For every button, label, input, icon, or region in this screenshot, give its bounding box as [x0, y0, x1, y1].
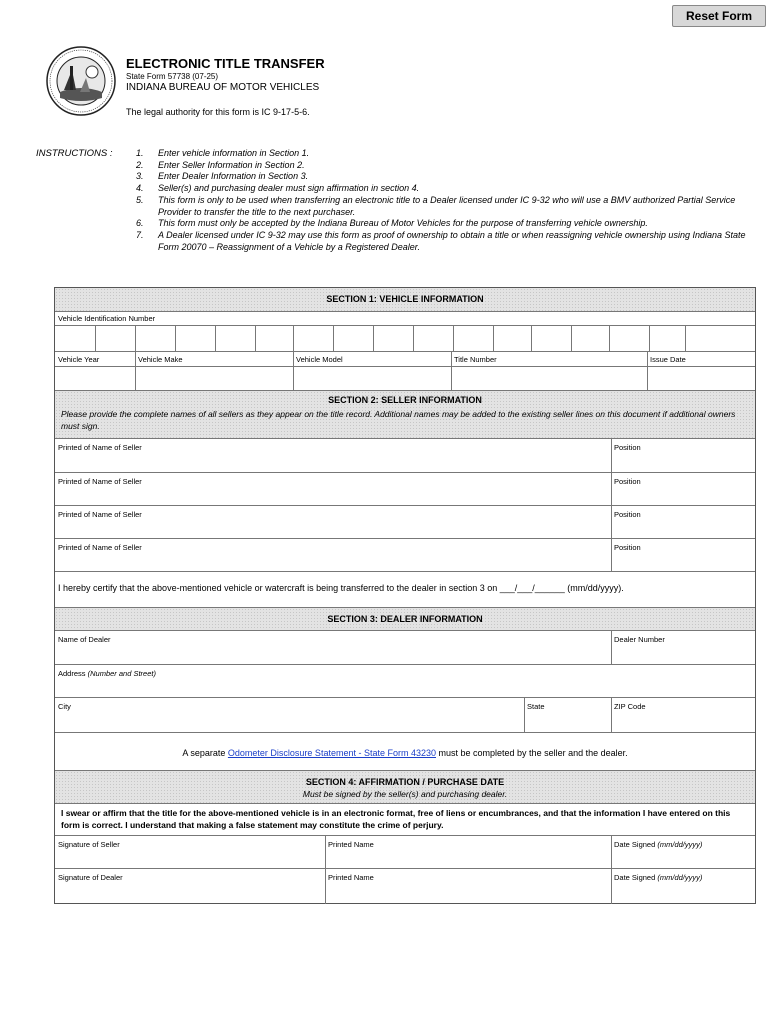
- section2-note: Please provide the complete names of all sellers as they appear on the title record. Additional names may be added to the existing seller lines on this document if additional owners must sign.: [61, 409, 736, 431]
- dealer-name-row: [55, 630, 755, 664]
- instruction-item: [136, 230, 746, 253]
- vin-divider: [649, 326, 650, 352]
- section4-header: [55, 770, 755, 803]
- dealer-date-signed-label: [614, 873, 702, 882]
- dealer-printed-name-label: Printed Name: [328, 873, 374, 882]
- seller-date-signed-label: [614, 840, 702, 849]
- vin-divider: [373, 326, 374, 352]
- odometer-disclosure-link[interactable]: Odometer Disclosure Statement - State Form 43230: [227, 748, 436, 758]
- state-seal-logo: [46, 46, 116, 116]
- divider: [135, 352, 136, 391]
- instruction-item: [136, 218, 746, 230]
- instruction-item: [136, 183, 746, 195]
- vin-boxes: [55, 325, 755, 351]
- seller-row: [55, 538, 755, 571]
- legal-authority: The legal authority for this form is IC 9-17-5-6.: [126, 107, 310, 117]
- instruction-item: [136, 160, 746, 172]
- instructions-label: INSTRUCTIONS :: [36, 148, 113, 159]
- instruction-number: 4.: [136, 183, 144, 194]
- form-number: State Form 57738 (07-25): [126, 72, 219, 81]
- seller-row: [55, 472, 755, 505]
- section2-header: [55, 390, 755, 438]
- instruction-number: 5.: [136, 194, 144, 205]
- dealer-signature-label: Signature of Dealer: [58, 873, 123, 882]
- divider: [611, 506, 612, 539]
- vin-divider: [175, 326, 176, 352]
- vin-divider: [493, 326, 494, 352]
- date-signed-text: Date Signed: [614, 840, 656, 849]
- divider: [647, 352, 648, 391]
- section1-header: SECTION 1: VEHICLE INFORMATION: [55, 288, 755, 311]
- dealer-name-label: Name of Dealer: [58, 635, 111, 644]
- seller-printed-name-label: Printed Name: [328, 840, 374, 849]
- divider: [611, 473, 612, 506]
- instruction-text: This form must only be accepted by the Indiana Bureau of Motor Vehicles for the purpose of transferring vehicle ownership.: [158, 218, 648, 229]
- instruction-number: 1.: [136, 148, 144, 158]
- dealer-number-label: Dealer Number: [614, 635, 665, 644]
- instruction-text: This form is only to be used when transferring an electronic title to a Dealer licensed under IC 9-32 who will use a BMV authorized Partial Service Provider to transfer the title to the next purchaser.: [158, 194, 736, 217]
- title-number-label: Title Number: [454, 355, 497, 364]
- seller-name-label: Printed of Name of Seller: [58, 443, 142, 452]
- instruction-text: Enter Dealer Information in Section 3.: [158, 171, 309, 182]
- zip-code-label: ZIP Code: [614, 702, 646, 711]
- affirmation-text: I swear or affirm that the title for the above-mentioned vehicle is in an electronic format, free of liens or encumbrances, and that the information I have entered on this form is correct. I understand that making a false statement may constitute the crime of perjury.: [61, 808, 731, 830]
- seller-position-label: Position: [614, 477, 641, 486]
- agency-name: INDIANA BUREAU OF MOTOR VEHICLES: [126, 82, 320, 93]
- section2-title: SECTION 2: SELLER INFORMATION: [328, 395, 482, 405]
- vin-divider: [453, 326, 454, 352]
- vin-divider: [609, 326, 610, 352]
- instructions-list: [136, 148, 746, 253]
- vin-divider: [215, 326, 216, 352]
- vehicle-model-label: Vehicle Model: [296, 355, 343, 364]
- vin-divider: [135, 326, 136, 352]
- odometer-notice-pre: A separate: [182, 748, 226, 758]
- affirmation-row: [55, 803, 755, 835]
- transfer-certification: I hereby certify that the above-mentioned vehicle or watercraft is being transferred to the dealer in section 3 on ___/___/______ (mm/dd/yyyy).: [58, 583, 624, 593]
- issue-date-label: Issue Date: [650, 355, 686, 364]
- vin-divider: [685, 326, 686, 352]
- instruction-text: Enter vehicle information in Section 1.: [158, 148, 310, 158]
- divider: [611, 869, 612, 904]
- seller-name-label: Printed of Name of Seller: [58, 543, 142, 552]
- certify-row: [55, 571, 755, 607]
- odometer-notice-row: [55, 732, 755, 770]
- dealer-city-row: [55, 697, 755, 732]
- divider: [325, 836, 326, 869]
- seller-signature-label: Signature of Seller: [58, 840, 120, 849]
- form-title: ELECTRONIC TITLE TRANSFER: [126, 56, 325, 71]
- odometer-notice: [55, 733, 755, 758]
- date-signed-text: Date Signed: [614, 873, 656, 882]
- vin-divider: [255, 326, 256, 352]
- seller-name-label: Printed of Name of Seller: [58, 477, 142, 486]
- section4-subtitle: Must be signed by the seller(s) and purchasing dealer.: [302, 789, 508, 799]
- vin-divider: [293, 326, 294, 352]
- divider: [611, 698, 612, 733]
- odometer-notice-post: must be completed by the seller and the dealer.: [438, 748, 628, 758]
- state-label: State: [527, 702, 545, 711]
- instruction-text: Enter Seller Information in Section 2.: [158, 159, 305, 170]
- seller-name-label: Printed of Name of Seller: [58, 510, 142, 519]
- vin-label-row: [55, 311, 755, 325]
- section3-header: SECTION 3: DEALER INFORMATION: [55, 607, 755, 630]
- vin-divider: [531, 326, 532, 352]
- address-hint: (Number and Street): [87, 669, 156, 678]
- divider: [325, 869, 326, 904]
- seller-signature-row: [55, 835, 755, 868]
- dealer-signature-row: [55, 868, 755, 903]
- date-signed-hint: (mm/dd/yyyy): [657, 840, 703, 849]
- instruction-number: 3.: [136, 171, 144, 182]
- divider: [611, 631, 612, 665]
- address-label: [58, 669, 156, 678]
- instruction-item: [136, 195, 746, 218]
- seller-row: [55, 505, 755, 538]
- seller-position-label: Position: [614, 510, 641, 519]
- divider: [524, 698, 525, 733]
- seller-position-label: Position: [614, 443, 641, 452]
- vehicle-year-label: Vehicle Year: [58, 355, 100, 364]
- vin-divider: [95, 326, 96, 352]
- vin-divider: [571, 326, 572, 352]
- city-label: City: [58, 702, 71, 711]
- divider: [293, 352, 294, 391]
- vehicle-make-label: Vehicle Make: [138, 355, 183, 364]
- section4-title: SECTION 4: AFFIRMATION / PURCHASE DATE: [305, 777, 505, 787]
- instruction-number: 2.: [136, 159, 144, 170]
- instruction-number: 6.: [136, 218, 144, 229]
- date-signed-hint: (mm/dd/yyyy): [657, 873, 703, 882]
- divider: [611, 539, 612, 572]
- instruction-item: [136, 148, 746, 160]
- reset-form-button[interactable]: Reset Form: [672, 5, 766, 27]
- vin-divider: [413, 326, 414, 352]
- vehicle-details-row: [55, 351, 755, 390]
- instruction-item: [136, 171, 746, 183]
- divider: [611, 439, 612, 473]
- form-body: [54, 287, 756, 904]
- seller-position-label: Position: [614, 543, 641, 552]
- instruction-number: 7.: [136, 229, 144, 240]
- divider: [451, 352, 452, 391]
- instruction-text: Seller(s) and purchasing dealer must sign affirmation in section 4.: [158, 183, 420, 194]
- dealer-address-row: [55, 664, 755, 697]
- vin-label: Vehicle Identification Number: [58, 314, 156, 323]
- address-label-text: Address: [58, 669, 86, 678]
- divider: [611, 836, 612, 869]
- instruction-text: A Dealer licensed under IC 9-32 may use this form as proof of ownership to obtain a title or when reassigning vehicle ownership using Indiana State Form 20070 – Reassignment of a Vehicle by a Registered Dealer.: [158, 229, 746, 252]
- vin-divider: [333, 326, 334, 352]
- seller-row: [55, 438, 755, 472]
- divider: [55, 366, 755, 367]
